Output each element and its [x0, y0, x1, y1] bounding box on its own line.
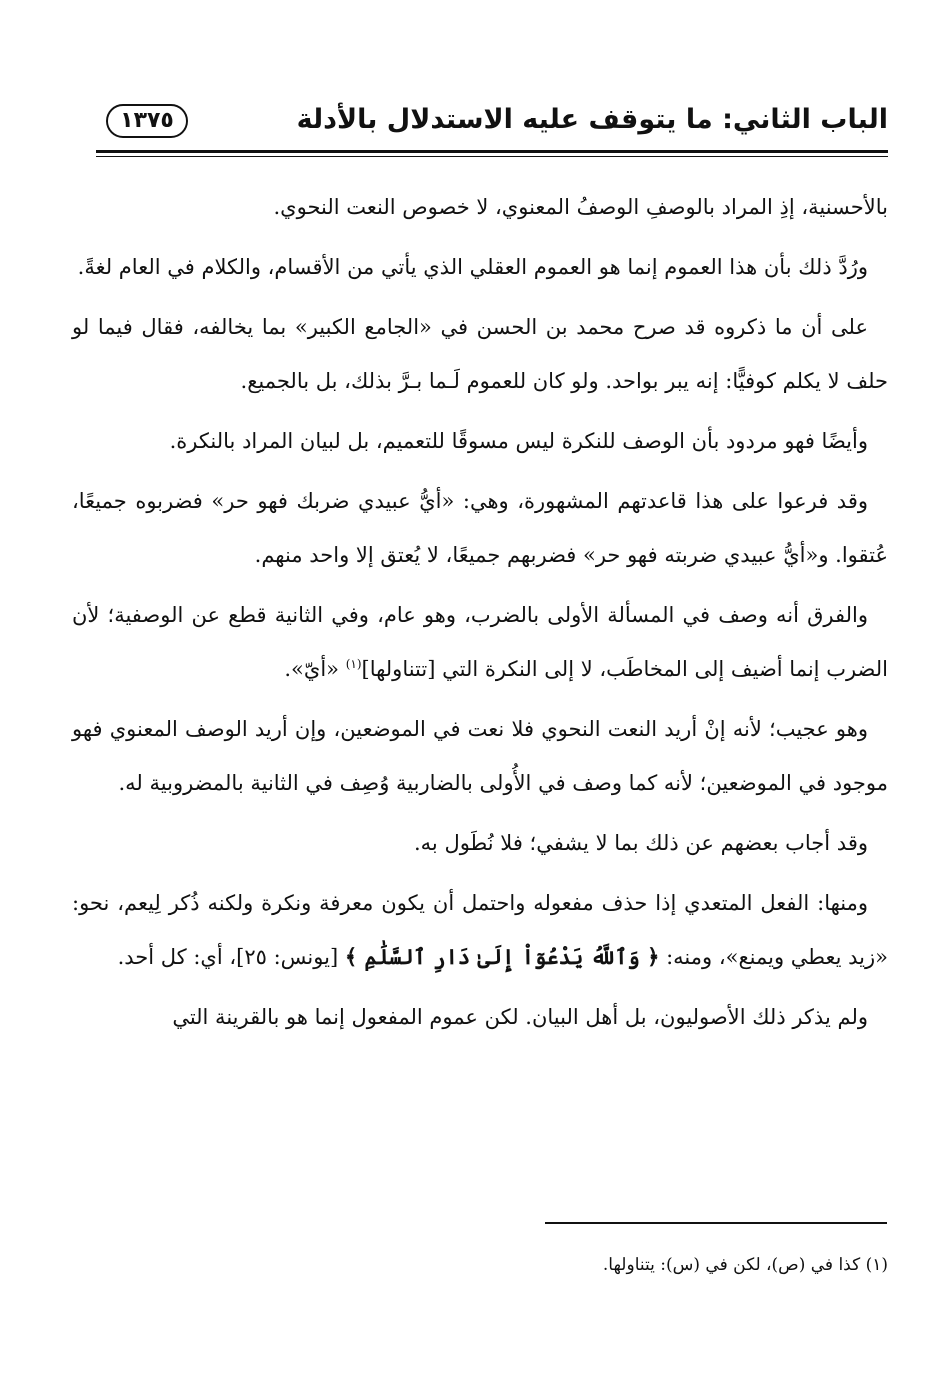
paragraph-text: وأيضًا فهو مردود بأن الوصف للنكرة ليس مسوقًا للتعميم، بل لبيان المراد بالنكرة.	[169, 429, 868, 453]
paragraph-text: وقد أجاب بعضهم عن ذلك بما لا يشفي؛ فلا نُطَول به.	[413, 831, 868, 855]
header-rule-thin	[96, 156, 888, 157]
footnote-separator	[545, 1222, 887, 1224]
paragraph	[72, 876, 888, 984]
paragraph-text: «أيّ».	[284, 657, 346, 681]
paragraph	[72, 474, 888, 582]
paragraph	[72, 180, 888, 234]
paragraph	[72, 300, 888, 408]
paragraph	[72, 588, 888, 696]
header-rule-thick	[96, 150, 888, 153]
paragraph-text: والفرق أنه وصف في المسألة الأولى بالضرب، وهو عام، وفي الثانية قطع عن الوصفية؛ لأن الضرب إنما أضيف إلى المخاطَب، لا إلى النكرة التي [تتناولها]	[72, 603, 888, 681]
paragraph-text: بالأحسنية، إذِ المراد بالوصفِ الوصفُ المعنوي، لا خصوص النعت النحوي.	[273, 195, 888, 219]
chapter-title: الباب الثاني: ما يتوقف عليه الاستدلال بالأدلة	[296, 104, 888, 135]
paragraph-text: على أن ما ذكروه قد صرح محمد بن الحسن في «الجامع الكبير» بما يخالفه، فقال فيما لو حلف لا يكلم كوفيًّا: إنه يبر بواحد. ولو كان للعموم لَـما بـرَّ بذلك، بل بالجميع.	[72, 315, 888, 393]
footnote: (١) كذا في (ص)، لكن في (س): يتناولها.	[602, 1255, 888, 1275]
paragraph-text: ورُدَّ ذلك بأن هذا العموم إنما هو العموم العقلي الذي يأتي من الأقسام، والكلام في العام لغةً.	[77, 255, 868, 279]
main-text	[72, 180, 888, 1050]
page-header	[96, 98, 888, 144]
paragraph	[72, 816, 888, 870]
paragraph-text: ولم يذكر ذلك الأصوليون، بل أهل البيان. لكن عموم المفعول إنما هو بالقرينة التي	[172, 1005, 868, 1029]
quran-verse: ﴿ وَٱللَّهُ يَدْعُوٓاْ إِلَىٰ دَارِ ٱلسَّلَٰمِ ﴾	[344, 944, 660, 969]
paragraph-text: ومنها: الفعل المتعدي إذا حذف مفعوله واحتمل أن يكون معرفة ونكرة ولكنه ذُكر لِيعم، نحو: «زيد يعطي ويمنع»، ومنه:	[72, 891, 888, 969]
paragraph-text: وقد فرعوا على هذا قاعدتهم المشهورة، وهي: «أيُّ عبيدي ضربك فهو حر» فضربوه جميعًا، عُتقوا. و«أيُّ عبيدي ضربته فهو حر» فضربهم جميعًا، لا يُعتق إلا واحد منهم.	[72, 489, 888, 567]
paragraph	[72, 414, 888, 468]
paragraph	[72, 990, 888, 1044]
footnote-ref: (١)	[345, 657, 362, 671]
paragraph-text: وهو عجيب؛ لأنه إنْ أريد النعت النحوي فلا نعت في الموضعين، وإن أريد الوصف المعنوي فهو موجود في الموضعين؛ لأنه كما وصف في الأُولى بالضاربية وُصِف في الثانية بالمضروبية له.	[72, 717, 888, 795]
paragraph	[72, 702, 888, 810]
page-number-badge: ١٣٧٥	[106, 104, 188, 138]
paragraph-text: [يونس: ٢٥]، أي: كل أحد.	[117, 945, 345, 969]
paragraph	[72, 240, 888, 294]
